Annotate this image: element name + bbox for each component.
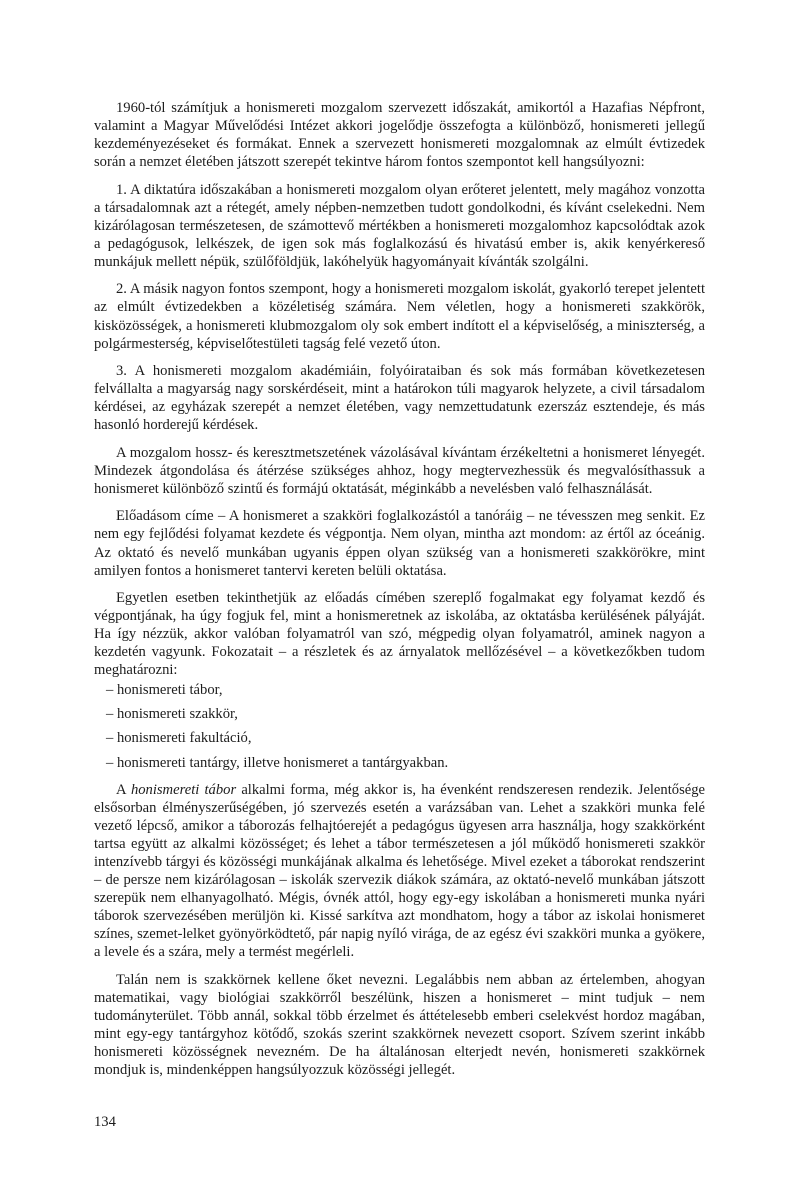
list-item: – honismereti szakkör,: [106, 706, 238, 723]
paragraph-point-3: 3. A honismereti mozgalom akadémiáin, folyóirataiban és sok más formában következetesen felvállalta a magyarság nagy sorskérdéseit, mint a határokon túli magyarok helyzete, a civil társadalom kérdései, az egyházak szerepét a nemzet életében, vagy nemzettudatunk ezerszáz esztendeje, és más hasonló horderejű kérdések.: [94, 363, 705, 434]
paragraph-intro: 1960-tól számítjuk a honismereti mozgalom szervezett időszakát, amikortól a Hazafias Népfront, valamint a Magyar Művelődési Intézet akkori jogelődje összefogta a különböző, honismereti jellegű kezdeményezéseket és formákat. Ennek a szervezett honismereti mozgalomnak az elmúlt évtizedek során a nemzet életében játszott szerepét tekintve három fontos szempontot kell hangsúlyozni:: [94, 100, 705, 171]
paragraph-title-note: Előadásom címe – A honismeret a szakköri foglalkozástól a tanóráig – ne tévesszen meg senkit. Ez nem egy fejlődési folyamat kezdete és végpontja. Nem olyan, mintha azt mondom: az értől az óceánig. Az oktató és nevelő munkában ugyanis éppen olyan szükség van a honismereti szakkörökre, mint amilyen fontos a honismeret tantervi kereten belüli oktatása.: [94, 508, 705, 579]
paragraph-tabor-rest: alkalmi forma, még akkor is, ha évenként rendszeresen rendezik. Jelentősége elsősorban élményszerűségében, jó szervezés esetén a varázsában van. Lehet a szakköri munka felé vezető lépcső, amikor a táborozás felhajtóerejét a pedagógus ügyesen arra használja, hogy szakkörként tartsa együtt az alkalmi közösséget; és lehet a tábor természetesen a jól működő honismereti szakkör intenzívebb tárgyi és közösségi munkájának alkalma és lehetősége. Mivel ezeket a táborokat rendszerint – de persze nem kizárólagosan – iskolák szervezik diákok számára, az oktató-nevelő munkában játszott szerepük nem elhanyagolható. Mégis, óvnék attól, hogy egy-egy iskolában a honismereti munka nyári táborok szervezésében merüljön ki. Kissé sarkítva azt mondhatom, hogy a tábor az iskolai honismeret színes, szemet-lelket gyönyörködtető, pár napig nyíló virága, de az egész évi szakköri munka a gyökere, a levele és a szára, mely a termést megérleli.: [94, 782, 705, 961]
paragraph-tabor: [94, 781, 705, 961]
list-item: – honismereti tábor,: [106, 682, 223, 699]
list-item: – honismereti tantárgy, illetve honismeret a tantárgyakban.: [106, 754, 449, 771]
paragraph-tabor-prefix: A: [116, 782, 131, 799]
paragraph-tabor-emphasis: honismereti tábor: [130, 782, 237, 799]
paragraph-point-2: 2. A másik nagyon fontos szempont, hogy a honismereti mozgalom iskolát, gyakorló terepet jelentett az elmúlt évtizedekben a közéletiség számára. Nem véletlen, hogy a honismereti szakkörök, kisközösségek, a honismereti klubmozgalom oly sok embert indított el a képviselőség, a miniszterség, a polgármesterség, képviselőtestületi tagság felé vezető úton.: [94, 281, 705, 352]
paragraph-essence: A mozgalom hossz- és keresztmetszetének vázolásával kívántam érzékeltetni a honismeret lényegét. Mindezek átgondolása és átérzése szükséges ahhoz, hogy megtervezhessük és megvalósíthassuk a honismeret különböző szintű és formájú oktatását, méginkább a nevelésben való felhasználását.: [94, 444, 705, 497]
paragraph-point-1: 1. A diktatúra időszakában a honismereti mozgalom olyan erőteret jelentett, mely magához vonzotta a társadalomnak azt a rétegét, amely népben-nemzetben tudott gondolkodni, és kívánt cselekedni. Nem kizárólagosan természetesen, de számottevő mértékben a honismereti mozgalomhoz kapcsolódtak azok a pedagógusok, lelkészek, de igen sok más foglalkozású és hivatású ember is, akik kenyérkereső munkájuk mellett népük, szülőföldjük, lakóhelyük hagyományait kívánták szolgálni.: [94, 181, 705, 270]
paragraph-stages: Egyetlen esetben tekinthetjük az előadás címében szereplő fogalmakat egy folyamat kezdő és végpontjának, ha úgy fogjuk fel, mint a honismeretnek az iskolába, az oktatásba kerülésének pályáját. Ha így nézzük, akkor valóban folyamatról van szó, mégpedig olyan folyamatról, aminek nagyon a kezdetén vagyunk. Fokozatait – a részletek és az árnyalatok mellőzésével – a következőkben tudom meghatározni:: [94, 590, 705, 679]
list-item: – honismereti fakultáció,: [106, 730, 252, 747]
body-text: [94, 99, 705, 1079]
page-number: 134: [94, 1114, 116, 1130]
paragraph-community: Talán nem is szakkörnek kellene őket nevezni. Legalábbis nem abban az értelemben, ahogyan matematikai, vagy biológiai szakkörről beszélünk, hiszen a honismeret – mint tudjuk – nem tudományterület. Több annál, sokkal több érzelmet és áttételesebb emberi cselekvést hordoz magában, mint egy-egy tantárgyhoz kötődő, szokás szerint szakkörnek nevezett csoport. Szívem szerint inkább honismereti közösségnek nevezném. De ha általánosan elterjedt nevén, honismereti szakkörnek mondjuk is, mindenképpen hangsúlyozzuk közösségi jellegét.: [94, 972, 705, 1079]
